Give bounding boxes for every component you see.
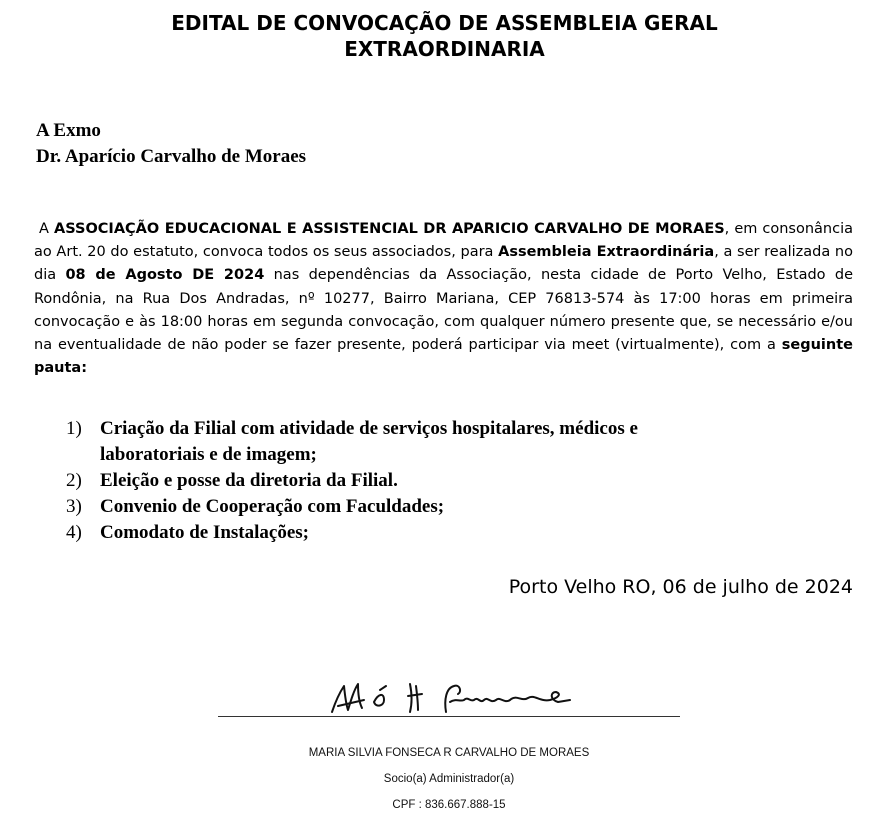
agenda-intro: seguinte pauta:: [34, 337, 853, 377]
paragraph-intro: A: [39, 221, 54, 237]
agenda-item-number: 3): [66, 496, 82, 517]
agenda-item-text: Eleição e posse da diretoria da Filial.: [100, 470, 398, 491]
addressee-name: Dr. Aparício Carvalho de Moraes: [36, 146, 307, 167]
document-title: [0, 10, 889, 62]
paragraph-part-2: , em consonância ao Art. 20 do estatuto, convoca todos os seus associados, para: [34, 221, 854, 261]
agenda-item: [66, 494, 766, 520]
assembly-date: 08 de Agosto DE 2024: [65, 267, 265, 284]
signatory-cpf: CPF : 836.667.888-15: [392, 799, 506, 811]
paragraph-part-3: , a ser realizada no dia: [34, 244, 853, 284]
addressee-block: [36, 118, 306, 170]
signatory-name: MARIA SILVIA FONSECA R CARVALHO DE MORAES: [308, 747, 590, 759]
agenda-item-line: laboratoriais e de imagem;: [100, 444, 317, 465]
agenda-item-text: Comodato de Instalações;: [100, 522, 309, 543]
agenda-item-line: Criação da Filial com atividade de serviços hospitalares, médicos e: [100, 418, 638, 439]
agenda-item: [66, 468, 766, 494]
agenda-item-number: 4): [66, 522, 82, 543]
convocation-paragraph: [34, 218, 853, 380]
place-and-date: Porto Velho RO, 06 de julho de 2024: [508, 576, 853, 598]
title-line-2: EXTRAORDINARIA: [344, 37, 545, 61]
title-line-1: EDITAL DE CONVOCAÇÃO DE ASSEMBLEIA GERAL: [171, 11, 718, 35]
signature-line: [218, 716, 680, 717]
association-name: ASSOCIAÇÃO EDUCACIONAL E ASSISTENCIAL DR APARICIO CARVALHO DE MORAES: [54, 221, 725, 237]
signatory-role: Socio(a) Administrador(a): [383, 773, 515, 785]
agenda-item-number: 1): [66, 418, 82, 439]
signatory-block: [218, 740, 680, 818]
agenda-item-text: [100, 416, 638, 468]
handwritten-signature: [318, 672, 588, 722]
agenda-item-text: Convenio de Cooperação com Faculdades;: [100, 496, 445, 517]
addressee-salutation: A Exmo: [36, 120, 101, 141]
agenda-item-number: 2): [66, 470, 82, 491]
agenda-list: [66, 416, 766, 546]
agenda-item: [66, 416, 766, 468]
paragraph-part-4: nas dependências da Associação, nesta cidade de Porto Velho, Estado de Rondônia, na Rua Dos Andradas, nº 10277, Bairro Mariana, CEP 76813-574 às 17:00 horas em primeira convocação e às 18:00 horas em segunda convocação, com qualquer número presente que, se necessário e/ou na eventualidade de não poder se fazer presente, poderá participar via meet (virtualmente), com a: [34, 267, 854, 354]
agenda-item: [66, 520, 766, 546]
assembly-type: Assembleia Extraordinária: [498, 244, 715, 261]
